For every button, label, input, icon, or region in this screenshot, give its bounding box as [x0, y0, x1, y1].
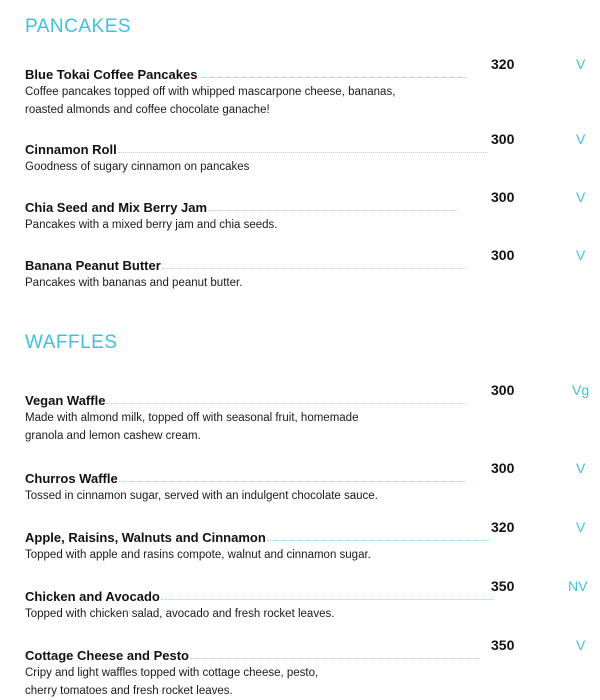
- item-name: Chicken and Avocado: [25, 589, 160, 604]
- item-description: Made with almond milk, topped off with seasonal fruit, homemade granola and lemon cashew cream.: [25, 412, 359, 442]
- item-description: Topped with apple and rasins compote, walnut and cinnamon sugar.: [25, 549, 371, 561]
- section-title-waffles: WAFFLES: [25, 332, 118, 353]
- dotted-leader: [161, 598, 493, 600]
- item-price: 300: [491, 460, 515, 476]
- veg-tag: V: [576, 56, 586, 72]
- item-name: Chia Seed and Mix Berry Jam: [25, 200, 208, 215]
- item-price: 350: [491, 637, 515, 653]
- item-name: Vegan Waffle: [25, 393, 106, 408]
- item-price: 320: [491, 519, 515, 535]
- item-description: Cripy and light waffles topped with cottage cheese, pesto, cherry tomatoes and fresh rocket leaves.: [25, 667, 319, 697]
- item-price: 300: [491, 189, 515, 205]
- menu-item-chia-seed-mix-berry-jam: [25, 189, 590, 234]
- dotted-leader: [119, 480, 465, 482]
- veg-tag: V: [576, 189, 586, 205]
- veg-tag: V: [576, 247, 586, 263]
- dotted-leader: [198, 76, 467, 78]
- item-name: Cinnamon Roll: [25, 142, 117, 157]
- item-description: Pancakes with bananas and peanut butter.: [25, 277, 243, 289]
- item-description: Pancakes with a mixed berry jam and chia seeds.: [25, 219, 278, 231]
- item-name: Blue Tokai Coffee Pancakes: [25, 67, 198, 82]
- veg-tag: V: [576, 131, 586, 147]
- item-price: 300: [491, 131, 515, 147]
- veg-tag: V: [576, 460, 586, 476]
- non-veg-tag: NV: [568, 578, 588, 594]
- item-price: 320: [491, 56, 515, 72]
- item-name: Banana Peanut Butter: [25, 258, 161, 273]
- veg-tag: V: [576, 637, 586, 653]
- dotted-leader: [190, 657, 480, 659]
- menu-item-blue-tokai-coffee-pancakes: [25, 56, 590, 119]
- item-price: 300: [491, 382, 515, 398]
- menu-item-chicken-avocado: [25, 578, 590, 623]
- menu-item-apple-raisins-walnuts-cinnamon: [25, 519, 590, 564]
- menu-item-banana-peanut-butter: [25, 247, 590, 292]
- menu-item-cottage-cheese-pesto: [25, 637, 590, 700]
- item-name: Cottage Cheese and Pesto: [25, 648, 189, 663]
- dotted-leader: [106, 402, 466, 404]
- item-price: 300: [491, 247, 515, 263]
- section-title-pancakes: PANCAKES: [25, 16, 132, 37]
- veg-tag: V: [576, 519, 586, 535]
- menu-item-cinnamon-roll: [25, 131, 590, 176]
- dotted-leader: [208, 209, 458, 211]
- item-name: Apple, Raisins, Walnuts and Cinnamon: [25, 530, 266, 545]
- menu-item-vegan-waffle: [25, 382, 590, 445]
- item-description: Tossed in cinnamon sugar, served with an indulgent chocolate sauce.: [25, 490, 378, 502]
- menu-item-churros-waffle: [25, 460, 590, 505]
- dotted-leader: [267, 539, 489, 541]
- item-description: Topped with chicken salad, avocado and fresh rocket leaves.: [25, 608, 335, 620]
- item-description: Coffee pancakes topped off with whipped mascarpone cheese, bananas, roasted almonds and coffee chocolate ganache!: [25, 86, 396, 116]
- dotted-leader: [118, 151, 488, 153]
- vegan-tag: Vg: [572, 382, 590, 398]
- item-name: Churros Waffle: [25, 471, 118, 486]
- item-price: 350: [491, 578, 515, 594]
- item-description: Goodness of sugary cinnamon on pancakes: [25, 161, 250, 173]
- dotted-leader: [162, 267, 466, 269]
